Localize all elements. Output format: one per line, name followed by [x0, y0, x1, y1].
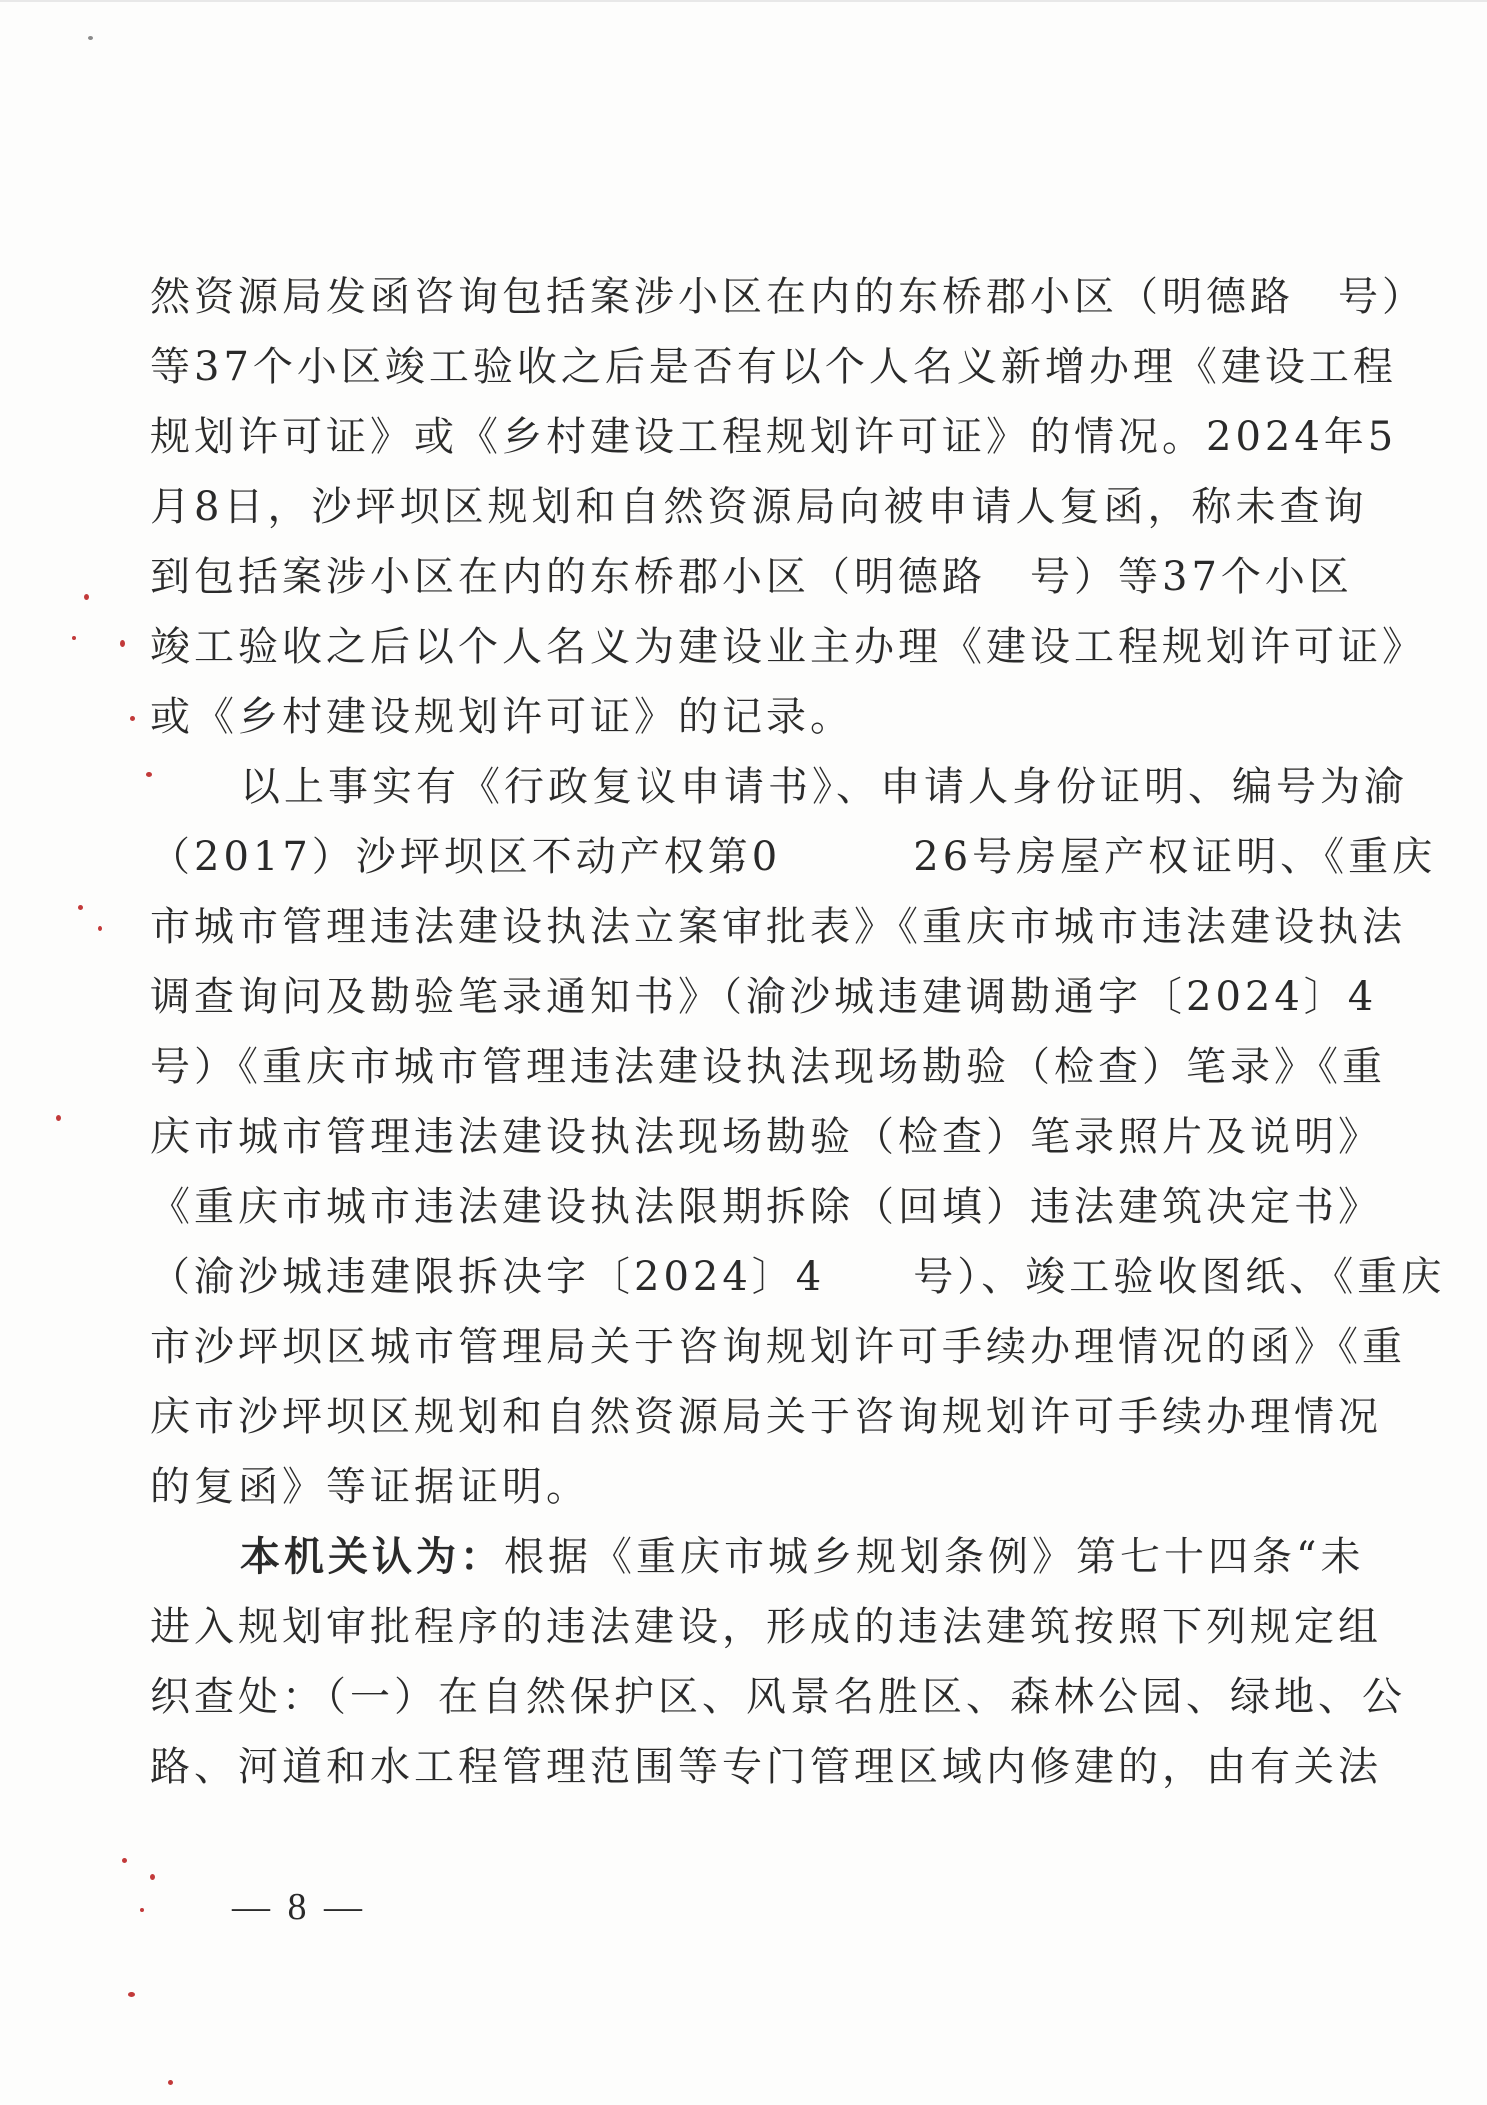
bold-lead-text: 本机关认为： [240, 1534, 504, 1580]
text-line: 路、河道和水工程管理范围等专门管理区域内修建的，由有关法 [150, 1744, 1382, 1790]
text-line: （2017）沙坪坝区不动产权第0 26号房屋产权证明、《重庆 [150, 834, 1437, 880]
text-line: 市城市管理违法建设执法立案审批表》《重庆市城市违法建设执法 [150, 904, 1406, 950]
paragraph-start-line [150, 1522, 1365, 1592]
scan-speck [140, 1908, 144, 1912]
scan-speck [84, 594, 89, 600]
text-line: （渝沙城违建限拆决字〔2024〕4 号）、竣工验收图纸、《重庆 [150, 1254, 1446, 1300]
scan-speck [150, 1874, 155, 1880]
text-line-rest: 根据《重庆市城乡规划条例》第七十四条“未 [504, 1534, 1365, 1580]
scan-speck [168, 2080, 173, 2085]
scan-speck [122, 1858, 127, 1863]
text-line: 的复函》等证据证明。 [150, 1464, 590, 1510]
page-number: — 8 — [232, 1886, 366, 1928]
text-line: 市沙坪坝区城市管理局关于咨询规划许可手续办理情况的函》《重 [150, 1324, 1406, 1370]
scan-speck [56, 1115, 61, 1121]
text-line: 进入规划审批程序的违法建设，形成的违法建筑按照下列规定组 [150, 1604, 1382, 1650]
scan-top-edge [0, 0, 1487, 2]
text-line: 到包括案涉小区在内的东桥郡小区（明德路 号）等37个小区 [150, 554, 1353, 600]
text-line: 或《乡村建设规划许可证》的记录。 [150, 694, 854, 740]
paragraph-start-line: 以上事实有《行政复议申请书》、申请人身份证明、编号为渝 [240, 764, 1408, 810]
scan-speck [146, 772, 152, 777]
text-line: 织查处：（一）在自然保护区、风景名胜区、森林公园、绿地、公 [150, 1674, 1406, 1720]
text-line: 庆市城市管理违法建设执法现场勘验（检查）笔录照片及说明》 [150, 1114, 1382, 1160]
text-line: 等37个小区竣工验收之后是否有以个人名义新增办理《建设工程 [150, 344, 1397, 390]
text-line: 调查询问及勘验笔录通知书》（渝沙城违建调勘通字〔2024〕4 [150, 974, 1378, 1020]
scan-speck [128, 1992, 135, 1997]
text-line: 庆市沙坪坝区规划和自然资源局关于咨询规划许可手续办理情况 [150, 1394, 1382, 1440]
scan-speck [98, 926, 102, 931]
text-line: 号）《重庆市城市管理违法建设执法现场勘验（检查）笔录》《重 [150, 1044, 1386, 1090]
text-line: 《重庆市城市违法建设执法限期拆除（回填）违法建筑决定书》 [150, 1184, 1382, 1230]
document-body [150, 262, 1446, 1802]
scan-speck [72, 636, 76, 640]
text-line: 月8日，沙坪坝区规划和自然资源局向被申请人复函，称未查询 [150, 484, 1368, 530]
text-line: 然资源局发函咨询包括案涉小区在内的东桥郡小区（明德路 号） [150, 274, 1426, 320]
scan-speck [130, 716, 135, 721]
scan-speck [120, 640, 125, 647]
scan-speck [88, 36, 93, 40]
text-line: 规划许可证》或《乡村建设工程规划许可证》的情况。2024年5 [150, 414, 1398, 460]
scan-speck [78, 905, 83, 910]
text-line: 竣工验收之后以个人名义为建设业主办理《建设工程规划许可证》 [150, 624, 1426, 670]
